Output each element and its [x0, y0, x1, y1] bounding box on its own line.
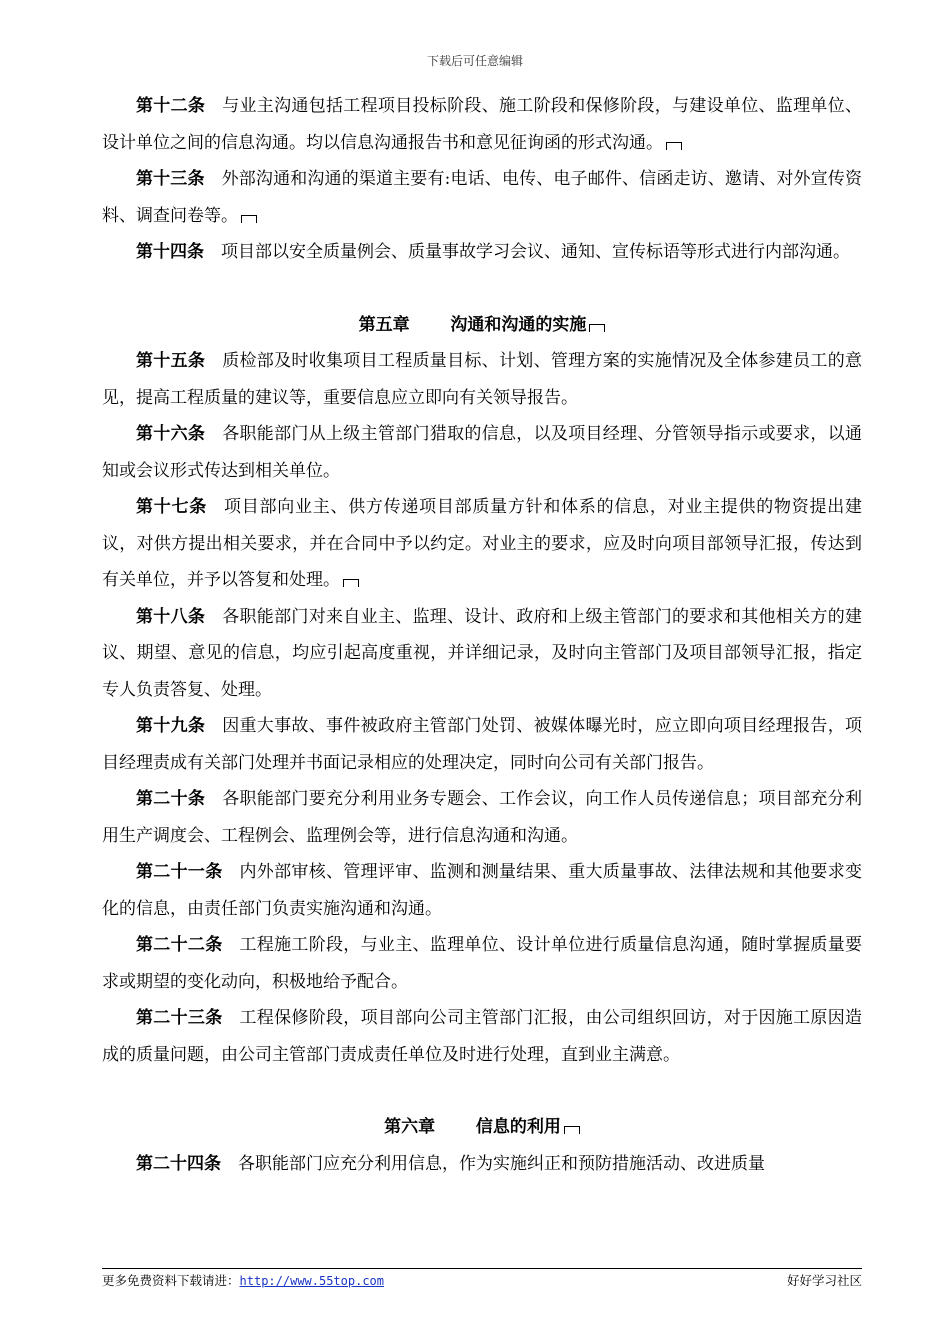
article-text: 项目部向业主、供方传递项目部质量方针和体系的信息，对业主提供的物资提出建议，对供方提出相关要求，并在合同中予以约定。对业主的要求，应及时向项目部领导汇报，传达到有关单位，并予以答复和处理。: [102, 497, 863, 590]
article-number: 第二十二条: [136, 935, 223, 955]
article-text: 工程施工阶段，与业主、监理单位、设计单位进行质量信息沟通，随时掌握质量要求或期望的变化动向，积极地给予配合。: [102, 935, 862, 992]
paragraph-mark-icon: [564, 1126, 580, 1134]
footer-label: 更多免费资料下载请进：: [102, 1273, 240, 1288]
article-number: 第十九条: [136, 716, 206, 736]
paragraph-mark-icon: [343, 579, 359, 587]
footer-right: 好好学习社区: [786, 1273, 862, 1288]
article-paragraph: [102, 854, 862, 927]
paragraph-mark-icon: [241, 215, 257, 223]
article-paragraph: [102, 88, 862, 161]
article-number: 第二十三条: [136, 1008, 223, 1028]
chapter-name: 沟通和沟通的实施: [450, 314, 587, 335]
article-text: 各职能部门对来自业主、监理、设计、政府和上级主管部门的要求和其他相关方的建议、期望、意见的信息，均应引起高度重视，并详细记录，及时向主管部门及项目部领导汇报，指定专人负责答复、处理。: [102, 606, 863, 700]
chapter-name: 信息的利用: [475, 1117, 561, 1137]
article-text: 与业主沟通包括工程项目投标阶段、施工阶段和保修阶段，与建设单位、监理单位、设计单位之间的信息沟通。均以信息沟通报告书和意见征询函的形式沟通。: [102, 96, 863, 153]
article-text: 各职能部门从上级主管部门猎取的信息，以及项目经理、分管领导指示或要求，以通知或会议形式传达到相关单位。: [102, 424, 863, 481]
article-paragraph: [102, 1146, 862, 1183]
paragraph-mark-icon: [589, 324, 605, 332]
article-text: 各职能部门应充分利用信息，作为实施纠正和预防措施活动、改进质量: [238, 1153, 765, 1174]
page-footer: [102, 1270, 862, 1290]
article-number: 第十八条: [136, 606, 206, 627]
article-text: 工程保修阶段，项目部向公司主管部门汇报，由公司组织回访，对于因施工原因造成的质量问题，由公司主管部门责成责任单位及时进行处理，直到业主满意。: [102, 1008, 862, 1065]
article-text: 内外部审核、管理评审、监测和测量结果、重大质量事故、法律法规和其他要求变化的信息，由责任部门负责实施沟通和沟通。: [102, 862, 862, 919]
footer-divider: [102, 1268, 862, 1269]
chapter-number: 第六章: [384, 1117, 436, 1137]
article-number: 第十五条: [136, 351, 206, 371]
article-paragraph: [102, 708, 862, 781]
article-text: 各职能部门要充分利用业务专题会、工作会议，向工作人员传递信息；项目部充分利用生产调度会、工程例会、监理例会等，进行信息沟通和沟通。: [102, 789, 863, 846]
article-text: 因重大事故、事件被政府主管部门处罚、被媒体曝光时，应立即向项目经理报告，项目经理责成有关部门处理并书面记录相应的处理决定，同时向公司有关部门报告。: [102, 716, 863, 773]
article-paragraph: [102, 599, 862, 709]
article-text: 质检部及时收集项目工程质量目标、计划、管理方案的实施情况及全体参建员工的意见，提高工程质量的建议等，重要信息应立即向有关领导报告。: [102, 351, 863, 408]
footer-left: [102, 1271, 384, 1289]
article-paragraph: [102, 489, 862, 599]
article-number: 第十六条: [136, 424, 206, 444]
page-header: 下载后可任意编辑: [426, 54, 523, 68]
article-paragraph: [102, 343, 862, 416]
article-paragraph: [102, 781, 862, 854]
document-body: [102, 88, 862, 1182]
article-number: 第十三条: [136, 169, 205, 189]
article-paragraph: [102, 416, 862, 489]
article-paragraph: [102, 234, 862, 271]
chapter-title: [102, 307, 862, 344]
article-number: 第二十条: [136, 789, 206, 809]
article-text: 项目部以安全质量例会、质量事故学习会议、通知、宣传标语等形式进行内部沟通。: [221, 242, 850, 262]
article-number: 第十七条: [136, 497, 207, 517]
article-number: 第二十四条: [136, 1153, 221, 1174]
chapter-number: 第五章: [358, 314, 410, 335]
article-paragraph: [102, 161, 862, 234]
article-number: 第十四条: [136, 242, 204, 262]
article-paragraph: [102, 1000, 862, 1073]
paragraph-mark-icon: [666, 142, 682, 150]
article-text: 外部沟通和沟通的渠道主要有:电话、电传、电子邮件、信函走访、邀请、对外宣传资料、调查问卷等。: [102, 169, 863, 226]
footer-link[interactable]: http://www.55top.com: [239, 1274, 385, 1288]
article-number: 第十二条: [136, 96, 206, 116]
article-paragraph: [102, 927, 862, 1000]
article-number: 第二十一条: [136, 862, 223, 882]
chapter-title: [102, 1109, 862, 1146]
